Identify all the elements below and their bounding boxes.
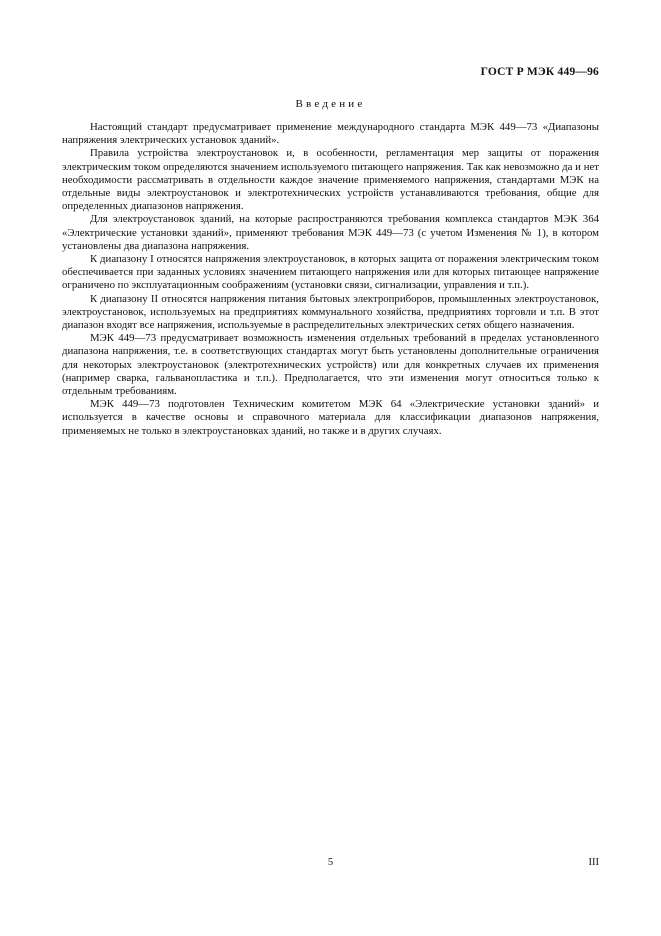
paragraph: МЭК 449—73 предусматривает возможность изменения отдельных требований в пределах установленного диапазона напряжения, т.е. в соответствующих стандартах могут быть установлены дополнительные ограничения для некоторых электроустановок (электротехнических устройств) или для конкретных случаев их применения (например сварка, гальванопластика и т.п.). Предполагается, что эти изменения могут относиться только к отдельным требованиям. [62,332,599,398]
roman-page-number: III [588,857,599,868]
paragraph: МЭК 449—73 подготовлен Техническим комитетом МЭК 64 «Электрические установки зданий» и используется в качестве основы и справочного материала для классификации диапазонов напряжения, применяемых не только в электроустановках зданий, но также и в других случаях. [62,398,599,437]
document-header: ГОСТ Р МЭК 449—96 [480,66,599,78]
paragraph: Правила устройства электроустановок и, в особенности, регламентация мер защиты от поражения электрическим током определяются значением используемого питающего напряжения. Так как невозможно да и нет необходимости рассматривать в отдельности каждое значение применяемого напряжения, стандартами МЭК на отдельные виды электроустановок и электротехнических устройств устанавливаются требования, общие для определенных диапазонов напряжения. [62,147,599,213]
paragraph: Настоящий стандарт предусматривает применение международного стандарта МЭК 449—73 «Диапазоны напряжения электрических установок зданий». [62,121,599,147]
paragraph: К диапазону I относятся напряжения электроустановок, в которых защита от поражения электрическим током обеспечивается при заданных условиях значением питающего напряжения или для которых питающее напряжение ограничено по эксплуатационным соображениям (установки связи, сигнализации, управления и т.п.). [62,253,599,292]
paragraph: Для электроустановок зданий, на которые распространяются требования комплекса стандартов МЭК 364 «Электрические установки зданий», применяют требования МЭК 449—73 (с учетом Изменения № 1), в котором установлены два диапазона напряжения. [62,213,599,252]
page-number: 5 [327,857,334,868]
document-body [62,121,599,438]
section-title: Введение [295,98,366,110]
paragraph: К диапазону II относятся напряжения питания бытовых электроприборов, промышленных электроустановок, электроустановок, используемых на предприятиях коммунального хозяйства, предприятиях торговли и т.п. В этот диапазон входят все напряжения, используемые в распределительных электрических сетях общего назначения. [62,292,599,332]
